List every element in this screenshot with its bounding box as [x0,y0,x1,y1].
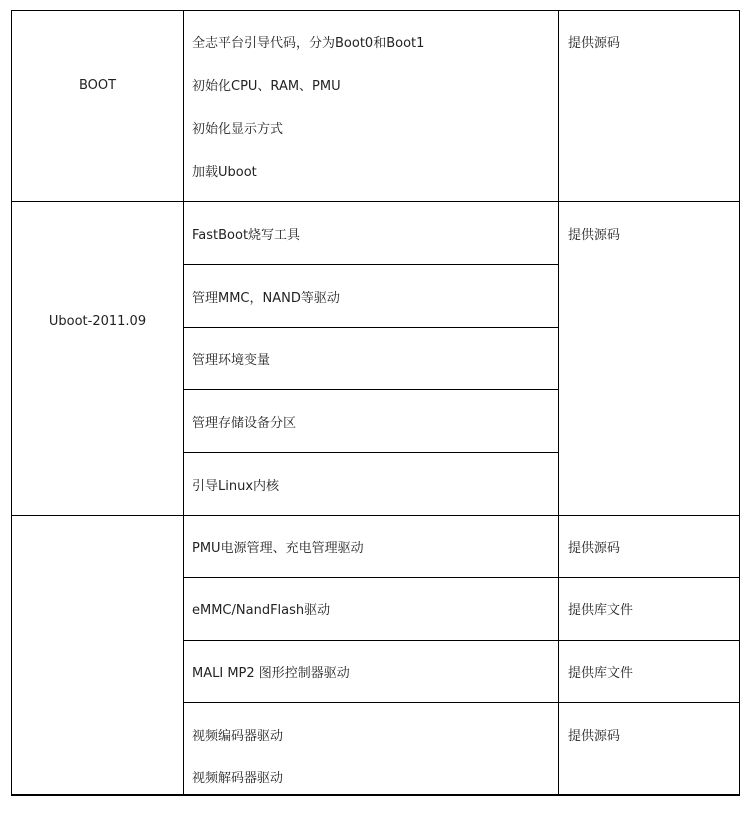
note-text: 提供库文件 [568,666,634,681]
section-name: Uboot-2011.09 [48,314,147,329]
row-divider [183,702,740,703]
row-divider [183,389,559,390]
table-border-bottom [11,794,740,796]
feature-text: eMMC/NandFlash驱动 [192,603,331,618]
table-border-right [739,10,740,795]
feature-text: 视频解码器驱动 [192,771,284,786]
section-name: BOOT [78,78,117,93]
column-divider-2 [558,10,559,795]
feature-text: MALI MP2 图形控制器驱动 [192,666,350,681]
feature-text: PMU电源管理、充电管理驱动 [192,541,364,556]
note-text: 提供源码 [568,228,621,243]
row-divider [183,327,559,328]
section-divider-2 [11,515,740,516]
feature-text: 视频编码器驱动 [192,729,284,744]
note-text: 提供库文件 [568,603,634,618]
feature-text: 管理存储设备分区 [192,416,297,431]
row-divider [183,264,559,265]
feature-text: 管理环境变量 [192,353,271,368]
note-text: 提供源码 [568,541,621,556]
feature-text: 管理MMC，NAND等驱动 [192,291,340,306]
feature-text: FastBoot烧写工具 [192,228,301,243]
table-border-left [11,10,12,795]
note-text: 提供源码 [568,729,621,744]
row-divider [183,452,559,453]
section-divider-1 [11,201,740,202]
feature-text: 加载Uboot [192,165,257,180]
feature-text: 引导Linux内核 [192,479,280,494]
row-divider [183,577,740,578]
column-divider-1 [183,10,184,795]
feature-text: 全志平台引导代码，分为Boot0和Boot1 [192,36,425,51]
table-border-top [11,10,740,11]
row-divider [183,640,740,641]
feature-text: 初始化显示方式 [192,122,284,137]
note-text: 提供源码 [568,36,621,51]
feature-text: 初始化CPU、RAM、PMU [192,79,341,94]
